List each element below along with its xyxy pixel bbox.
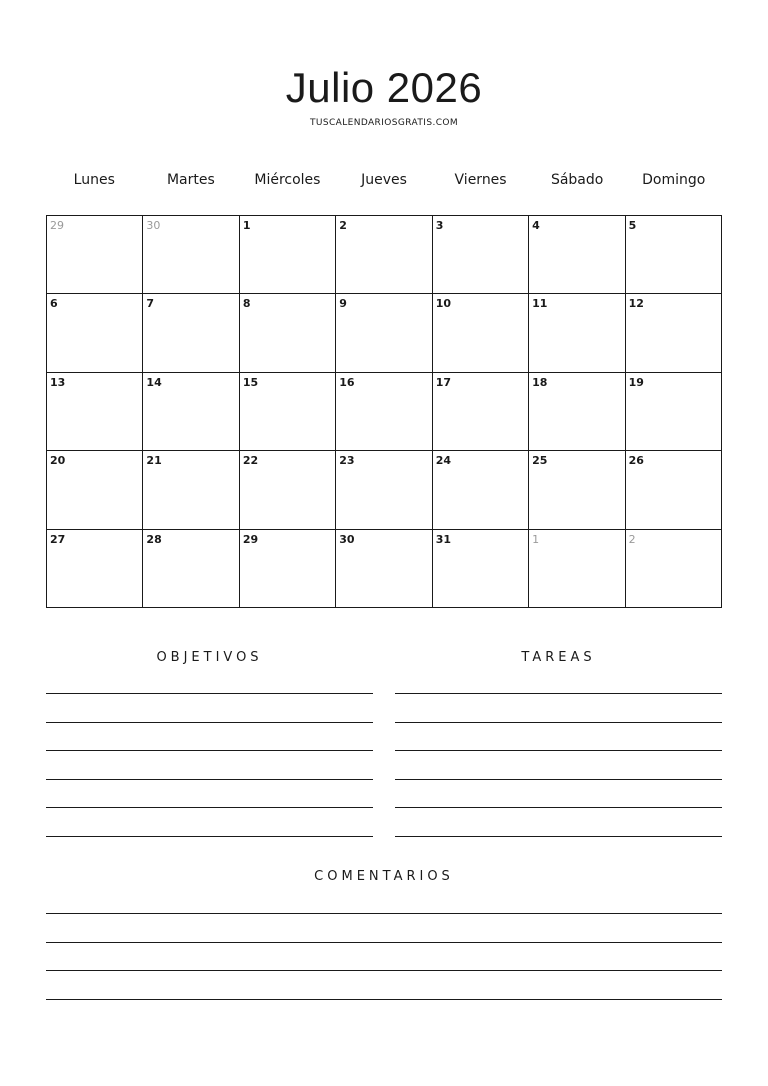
day-number: 21 — [146, 454, 162, 468]
comentarios-line — [46, 999, 722, 1000]
day-number: 27 — [50, 532, 66, 546]
day-number: 29 — [50, 219, 64, 232]
day-number: 23 — [339, 454, 355, 468]
comentarios-line — [46, 970, 722, 971]
day-number: 19 — [628, 375, 644, 389]
day-cell — [529, 451, 625, 529]
day-number: 30 — [339, 532, 355, 546]
day-cell — [626, 530, 722, 608]
day-cell — [433, 451, 529, 529]
day-number: 18 — [532, 375, 548, 389]
day-cell — [529, 294, 625, 372]
weekday-label: Martes — [166, 172, 215, 188]
tareas-line — [395, 750, 722, 751]
day-number: 29 — [242, 532, 259, 546]
day-cell — [433, 216, 529, 294]
day-cell — [529, 216, 625, 294]
tareas-line — [395, 807, 722, 808]
day-number: 1 — [532, 532, 540, 546]
site-name: TUSCALENDARIOSGRATIS.COM — [309, 118, 459, 128]
objetivos-title: OBJETIVOS — [156, 650, 263, 665]
objetivos-line — [46, 750, 373, 751]
day-number: 24 — [435, 454, 452, 468]
weekday-header-row — [46, 172, 722, 188]
day-number: 11 — [532, 297, 548, 311]
day-cell — [433, 373, 529, 451]
day-number: 22 — [242, 454, 259, 468]
day-number: 15 — [242, 375, 259, 389]
objetivos-line — [46, 722, 373, 723]
day-cell — [240, 530, 336, 608]
day-number: 9 — [339, 297, 347, 311]
day-cell — [336, 373, 432, 451]
day-number: 14 — [146, 375, 162, 389]
day-number: 6 — [50, 297, 58, 311]
objetivos-line — [46, 836, 373, 837]
day-cell — [433, 530, 529, 608]
day-number: 20 — [50, 454, 66, 468]
day-cell — [529, 530, 625, 608]
tareas-line — [395, 779, 722, 780]
day-cell — [143, 216, 239, 294]
day-cell — [47, 451, 143, 529]
day-cell — [626, 216, 722, 294]
day-cell — [47, 373, 143, 451]
calendar-grid — [46, 215, 722, 608]
objetivos-line — [46, 693, 373, 694]
tareas-line — [395, 693, 722, 694]
day-cell — [336, 294, 432, 372]
day-number: 16 — [339, 375, 355, 389]
day-number: 2 — [628, 532, 636, 546]
day-number: 7 — [146, 297, 155, 311]
day-cell — [47, 294, 143, 372]
comentarios-title: COMENTARIOS — [314, 869, 454, 884]
day-cell — [143, 451, 239, 529]
day-cell — [47, 216, 143, 294]
weekday-label: Viernes — [454, 172, 507, 188]
tareas-title: TAREAS — [521, 650, 596, 665]
day-number: 25 — [532, 454, 548, 468]
day-cell — [529, 373, 625, 451]
day-cell — [626, 294, 722, 372]
comentarios-line — [46, 942, 722, 943]
comentarios-line — [46, 913, 722, 914]
day-cell — [240, 373, 336, 451]
weekday-label: Jueves — [361, 172, 407, 188]
day-cell — [626, 373, 722, 451]
weekday-label: Domingo — [642, 172, 706, 188]
weekday-label: Miércoles — [254, 172, 321, 188]
day-cell — [240, 451, 336, 529]
day-number: 30 — [146, 219, 161, 232]
day-number: 31 — [435, 532, 452, 546]
day-cell — [240, 216, 336, 294]
day-cell — [47, 530, 143, 608]
day-number: 13 — [50, 375, 66, 389]
objetivos-line — [46, 779, 373, 780]
day-number: 1 — [242, 219, 251, 232]
day-cell — [143, 530, 239, 608]
day-number: 26 — [628, 454, 644, 468]
day-cell — [143, 373, 239, 451]
day-cell — [143, 294, 239, 372]
weekday-label: Sábado — [550, 172, 604, 188]
page-title: Julio 2026 — [285, 64, 483, 111]
day-number: 17 — [435, 375, 452, 389]
day-number: 3 — [435, 219, 444, 232]
day-number: 2 — [339, 219, 347, 232]
tareas-line — [395, 836, 722, 837]
day-cell — [336, 530, 432, 608]
day-number: 12 — [628, 297, 644, 311]
day-cell — [626, 451, 722, 529]
weekday-label: Lunes — [73, 172, 115, 188]
day-number: 4 — [532, 219, 540, 232]
day-number: 10 — [435, 297, 452, 311]
day-number: 5 — [628, 219, 637, 232]
day-cell — [336, 216, 432, 294]
tareas-line — [395, 722, 722, 723]
day-cell — [240, 294, 336, 372]
objetivos-line — [46, 807, 373, 808]
day-number: 28 — [146, 532, 162, 546]
day-number: 8 — [242, 297, 251, 311]
day-cell — [433, 294, 529, 372]
day-cell — [336, 451, 432, 529]
